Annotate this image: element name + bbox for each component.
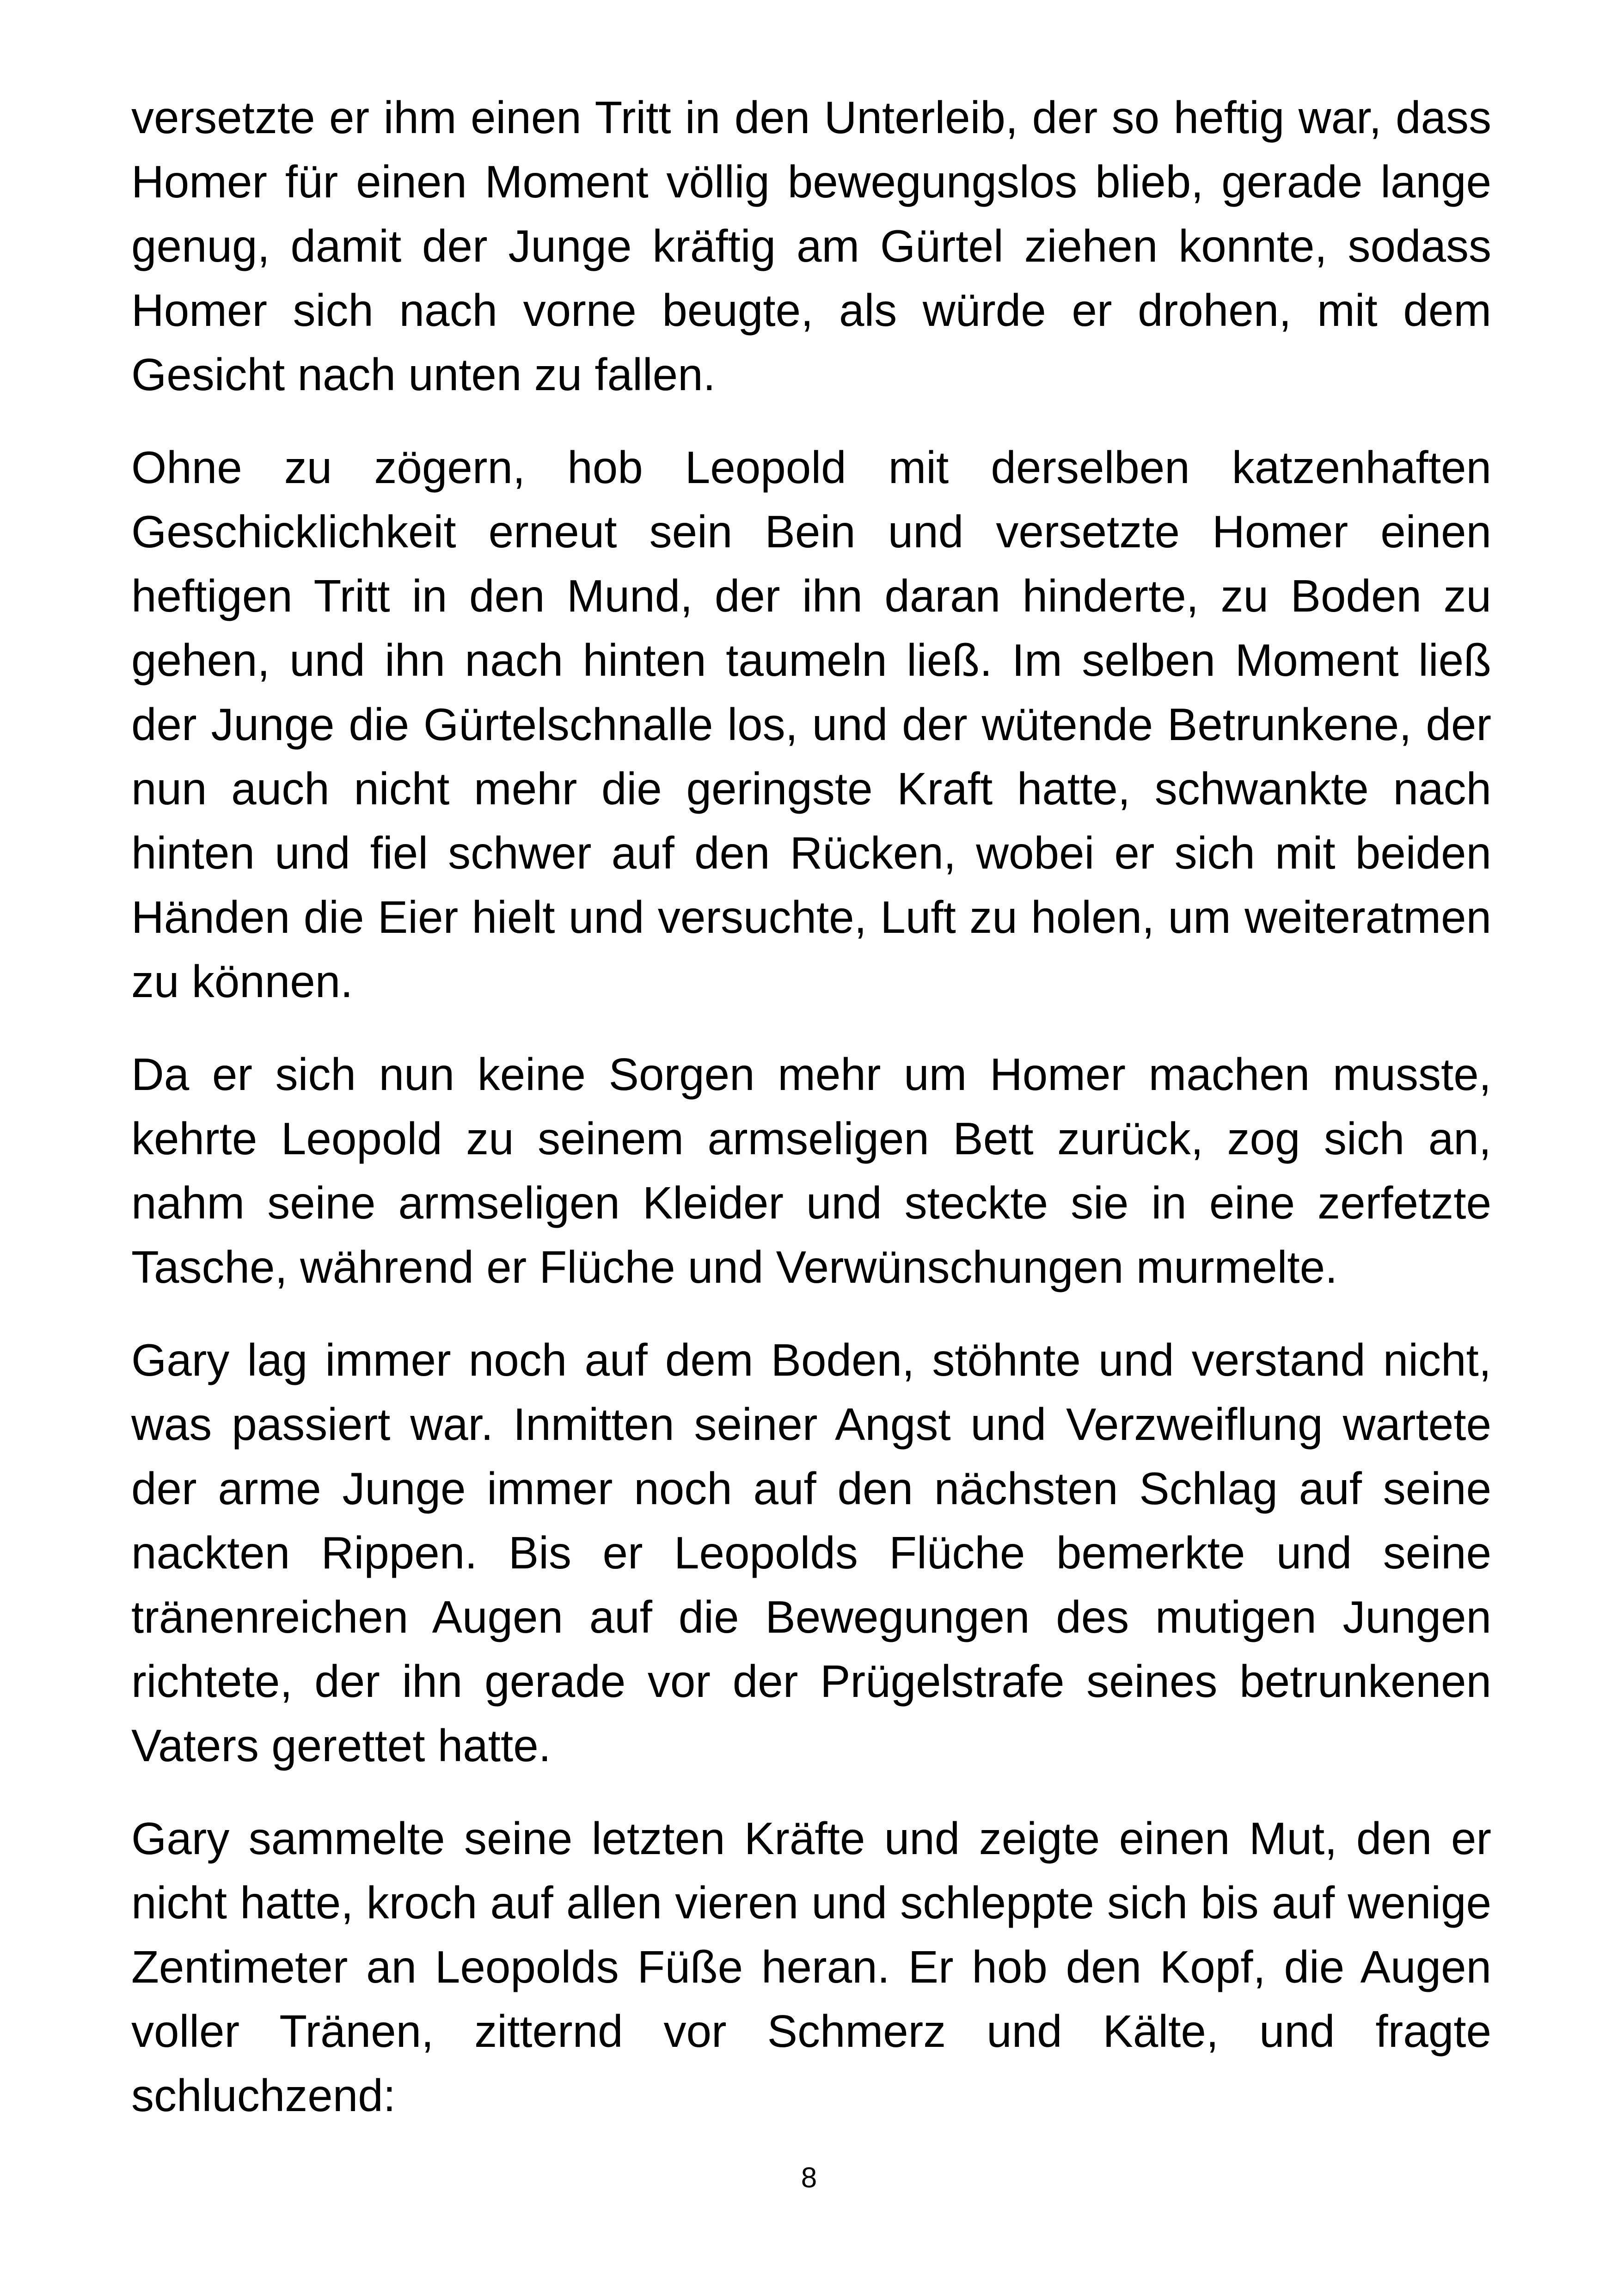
page-number: 8 — [801, 2162, 817, 2194]
paragraph: versetzte er ihm einen Tritt in den Unterleib, der so heftig war, dass Homer für einen Moment völlig bewegungslos blieb, gerade lange genug, damit der Junge kräftig am Gürtel ziehen konnte, sodass Homer sich nach vorne beugte, als würde er drohen, mit dem Gesicht nach unten zu fallen. — [131, 92, 1491, 400]
paragraph: Da er sich nun keine Sorgen mehr um Homer machen musste, kehrte Leopold zu seinem armseligen Bett zurück, zog sich an, nahm seine armseligen Kleider und steckte sie in eine zerfetzte Tasche, während er Flüche und Verwünschungen murmelte. — [131, 1049, 1491, 1292]
paragraph: Ohne zu zögern, hob Leopold mit derselben katzenhaften Geschicklichkeit erneut sein Bein und versetzte Homer einen heftigen Tritt in den Mund, der ihn daran hinderte, zu Boden zu gehen, und ihn nach hinten taumeln ließ. Im selben Moment ließ der Junge die Gürtelschnalle los, und der wütende Betrunkene, der nun auch nicht mehr die geringste Kraft hatte, schwankte nach hinten und fiel schwer auf den Rücken, wobei er sich mit beiden Händen die Eier hielt und versuchte, Luft zu holen, um weiteratmen zu können. — [131, 442, 1491, 1007]
page-body — [131, 86, 1491, 2156]
paragraph: Gary lag immer noch auf dem Boden, stöhnte und verstand nicht, was passiert war. Inmitten seiner Angst und Verzweiflung wartete der arme Junge immer noch auf den nächsten Schlag auf seine nackten Rippen. Bis er Leopolds Flüche bemerkte und seine tränenreichen Augen auf die Bewegungen des mutigen Jungen richtete, der ihn gerade vor der Prügelstrafe seines betrunkenen Vaters gerettet hatte. — [131, 1335, 1491, 1771]
paragraph: Gary sammelte seine letzten Kräfte und zeigte einen Mut, den er nicht hatte, kroch auf allen vieren und schleppte sich bis auf wenige Zentimeter an Leopolds Füße heran. Er hob den Kopf, die Augen voller Tränen, zitternd vor Schmerz und Kälte, und fragte schluchzend: — [131, 1813, 1491, 2121]
